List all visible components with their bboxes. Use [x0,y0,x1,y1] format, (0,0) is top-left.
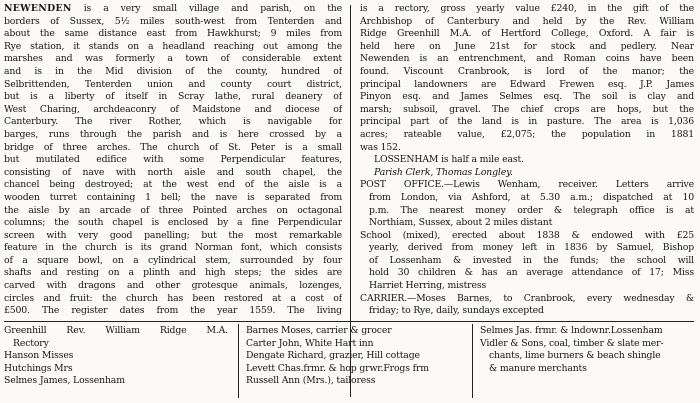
directory-column-2 [246,325,466,388]
entry-line: circles and fruit: the church has been restored at a cost of [4,292,342,304]
entry-line: marsh; subsoil, gravel. The chief crops are hops, but the [360,103,694,115]
directory-entry: Rectory [13,337,49,349]
entry-line: West Charing, archdeaconry of Maidstone and diocese of [4,103,342,115]
school-line: of Lossenham & invested in the funds; the school will [369,254,694,266]
directory-entry: Greenhill Rev. William Ridge M.A. [4,325,228,336]
entry-line: Archbishop of Canterbury and held by the Rev. William [360,15,694,27]
post-office-line: POST OFFICE.—Lewis Wenham, receiver. Letters arrive [360,179,694,191]
entry-heading: NEWENDEN [4,3,72,14]
entry-line: the aisle by an arcade of three Pointed arches on octagonal [4,204,342,216]
entry-line: £500. The register dates from the year 1559. The living [4,305,342,317]
entry-line: barges, runs through the parish and is here crossed by a [4,128,342,140]
entry-line: held here on June 21st for stock and pedlery. Near [360,40,694,52]
entry-line: Ridge Greenhill M.A. of Hertford College, Oxford. A fair is [360,28,694,40]
directory-entry: Levett Chas.frmr. & hop grwr.Frogs frm [246,362,429,374]
carrier-line: CARRIER.—Moses Barnes, to Cranbrook, every wednesday & [360,292,694,304]
section-divider [4,321,694,322]
entry-line: but mutilated edifice with some Perpendicular features, [4,154,342,166]
entry-line: chancel being destroyed; at the west end of the aisle is a [4,179,342,191]
column-divider [472,324,473,398]
entry-line: acres; rateable value, £2,075; the population in 1881 [360,128,694,140]
entry-line: bridge of three arches. The church of St. Peter is a small [4,141,342,153]
directory-entry: Dengate Richard, grazier, Hill cottage [246,350,420,362]
entry-line: feature in the church is its grand Norman font, which consists [4,242,342,254]
post-office-line: p.m. The nearest money order & telegraph office is at [369,204,694,216]
directory-entry: Selmes James, Lossenham [4,375,125,387]
left-column [4,3,342,318]
entry-line: Pinyon esq. and James Selmes esq. The soil is clay and [360,91,694,103]
entry-line: of a square bowl, on a cylindrical stem, surrounded by four [4,254,342,266]
directory-entry: Russell Ann (Mrs.), tailoress [246,375,376,387]
school-line: Harriet Herring, mistress [369,280,487,292]
entry-line: Canterbury. The river Rother, which is navigable for [4,116,342,128]
entry-line: Selbrittenden, Tenterden union and county court district, [4,78,342,90]
entry-line: was 152. [360,141,401,153]
directory-column-3 [480,325,694,375]
school-line: School (mixed), erected about 1838 & endowed with £25 [360,229,694,241]
entry-line: marshes and was formerly a town of considerable extent [4,53,342,65]
entry-line: is a rectory, gross yearly value £240, in the gift of the [360,3,694,14]
entry-line: about the same distance east from Hawkhurst; 9 miles from [4,28,342,40]
directory-entry: Hutchings Mrs [4,362,73,374]
entry-line: principal part of the land is in pasture. The area is 1,036 [360,116,694,128]
entry-line: shafts and resting on a plinth and high steps; the sides are [4,267,342,279]
directory-column-1 [4,325,228,388]
school-line: hold 30 children & has an average attendance of 17; Miss [369,267,694,279]
directory-entry: chants, lime burners & beach shingle [489,350,661,362]
directory-entry: Hanson Misses [4,350,74,362]
column-divider [238,324,239,398]
right-column [360,3,694,318]
entry-line: wooden turret containing 1 bell; the nave is separated from [4,191,342,203]
entry-line: Newenden is an entrenchment, and Roman coins have been [360,53,694,65]
entry-line: carved with dragons and other grotesque animals, lozenges, [4,280,342,292]
school-line: yearly, derived from money left in 1836 by Samuel, Bishop [369,242,694,254]
directory-entry: Barnes Moses, carrier & grocer [246,325,392,336]
post-office-line: Northiam, Sussex, about 2 miles distant [369,217,553,229]
directory-entry: Selmes Jas. frmr. & lndownr.Lossenham [480,325,663,336]
entry-line: and is in the Mid division of the county, hundred of [4,65,342,77]
entry-line: borders of Sussex, 5½ miles south-west from Tenterden and [4,15,342,27]
entry-line: consisting of nave with north aisle and south chapel, the [4,166,342,178]
carrier-line: friday; to Rye, daily, sundays excepted [369,305,544,317]
entry-line: NEWENDEN is a very small village and parish, on the [4,3,342,14]
entry-line: Rye station, it stands on a headland reaching out among the [4,40,342,52]
entry-line: but is a liberty of itself in Scray lathe, rural deanery of [4,91,342,103]
directory-entry: Carter John, White Hart inn [246,337,374,349]
post-office-line: from London, via Ashford, at 5.30 a.m.; dispatched at 10 [369,191,694,203]
entry-line: screen with very good panelling; but the most remarkable [4,229,342,241]
entry-line: principal landowners are Edward Frewen esq. J.P. James [360,78,694,90]
parish-clerk-line: Parish Clerk, Thomas Longley. [374,166,513,178]
directory-entry: Vidler & Sons, coal, timber & slate mer- [480,337,664,349]
directory-entry: & manure merchants [489,362,587,374]
entry-line: found. Viscount Cranbrook, is lord of the manor; the [360,65,694,77]
lossenham-line: LOSSENHAM is half a mile east. [374,154,524,166]
entry-line: columns; the south chapel is enclosed by a fine Perpendicular [4,217,342,229]
